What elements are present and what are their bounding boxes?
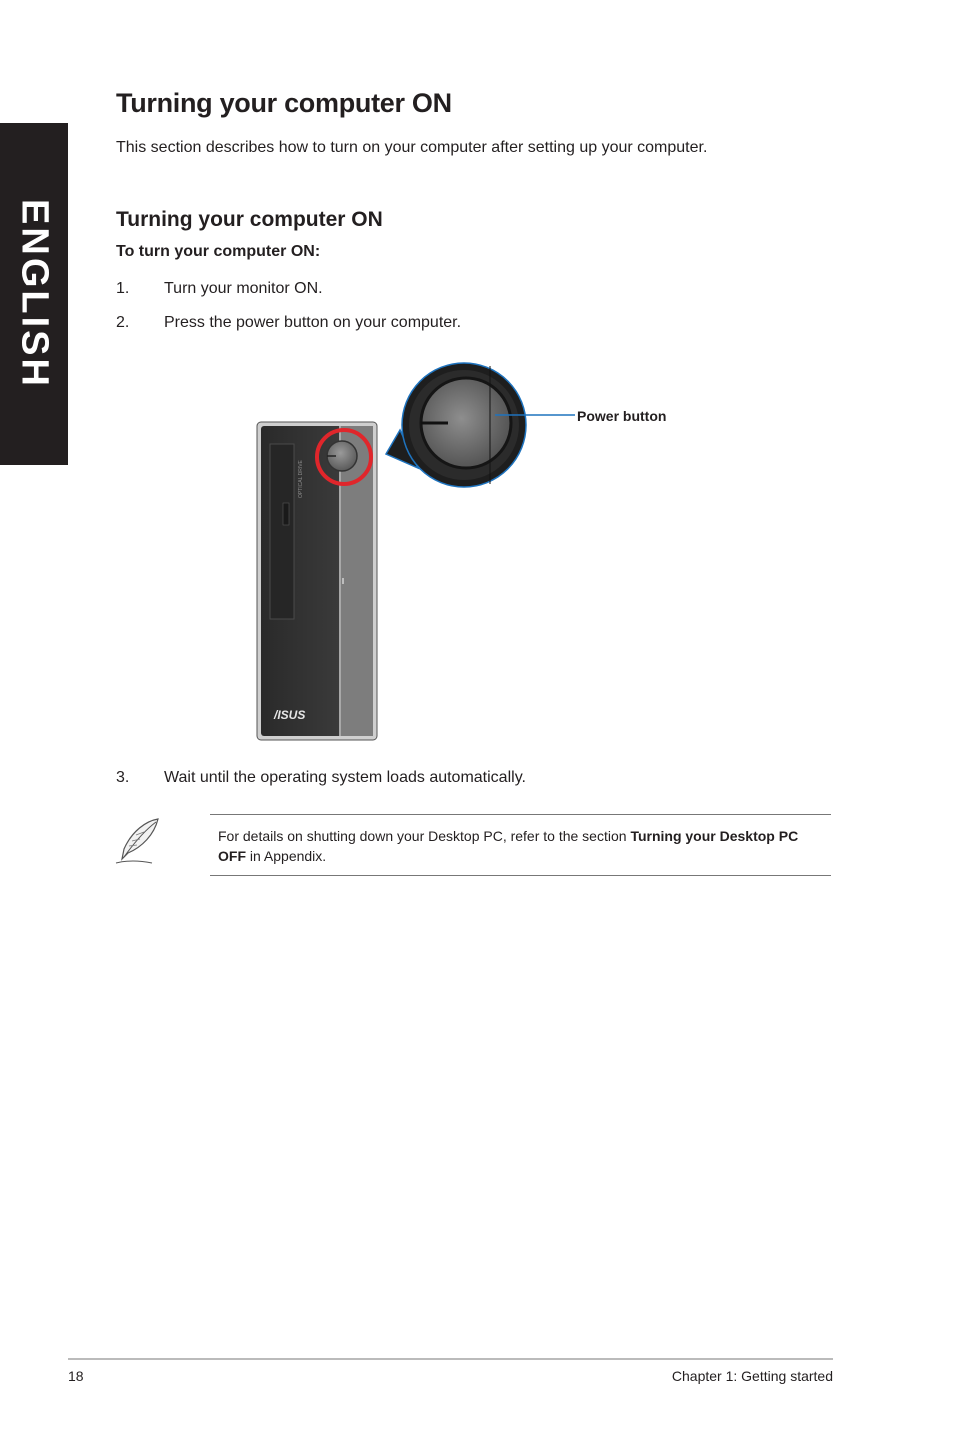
note-text: [218, 826, 830, 866]
step-number: 3.: [116, 769, 130, 786]
page-number: 18: [68, 1368, 84, 1384]
feather-pen-icon: [112, 815, 164, 867]
page-title: Turning your computer ON: [116, 88, 452, 118]
step-number: 2.: [116, 314, 130, 331]
step-text: Wait until the operating system loads automatically.: [164, 769, 526, 786]
note-text-after: in Appendix.: [246, 848, 327, 864]
optical-drive-label: OPTICAL DRIVE: [298, 460, 304, 498]
note-divider-top: [210, 814, 831, 815]
chapter-title: Chapter 1: Getting started: [671, 1368, 833, 1384]
step-number: 1.: [116, 280, 130, 297]
note-text-before: For details on shutting down your Desktop PC, refer to the section: [218, 828, 631, 844]
note-text-bold: Turning your Desktop PC OFF: [218, 828, 799, 864]
section-subheading: Turning your computer ON: [116, 208, 383, 231]
note-divider-bottom: [210, 875, 831, 876]
asus-logo: /ISUS: [274, 708, 306, 722]
procedure-title: To turn your computer ON:: [116, 243, 321, 260]
intro-text: This section describes how to turn on your computer after setting up your computer.: [116, 139, 708, 156]
footer-divider: [68, 1358, 833, 1360]
desktop-pc-case: [257, 422, 377, 740]
power-button-zoom: [402, 363, 526, 487]
language-side-tab: [0, 123, 68, 465]
power-button-callout-label: Power button: [577, 408, 667, 424]
step-text: Press the power button on your computer.: [164, 314, 462, 331]
language-label: ENGLISH: [13, 199, 56, 389]
step-text: Turn your monitor ON.: [164, 280, 323, 297]
